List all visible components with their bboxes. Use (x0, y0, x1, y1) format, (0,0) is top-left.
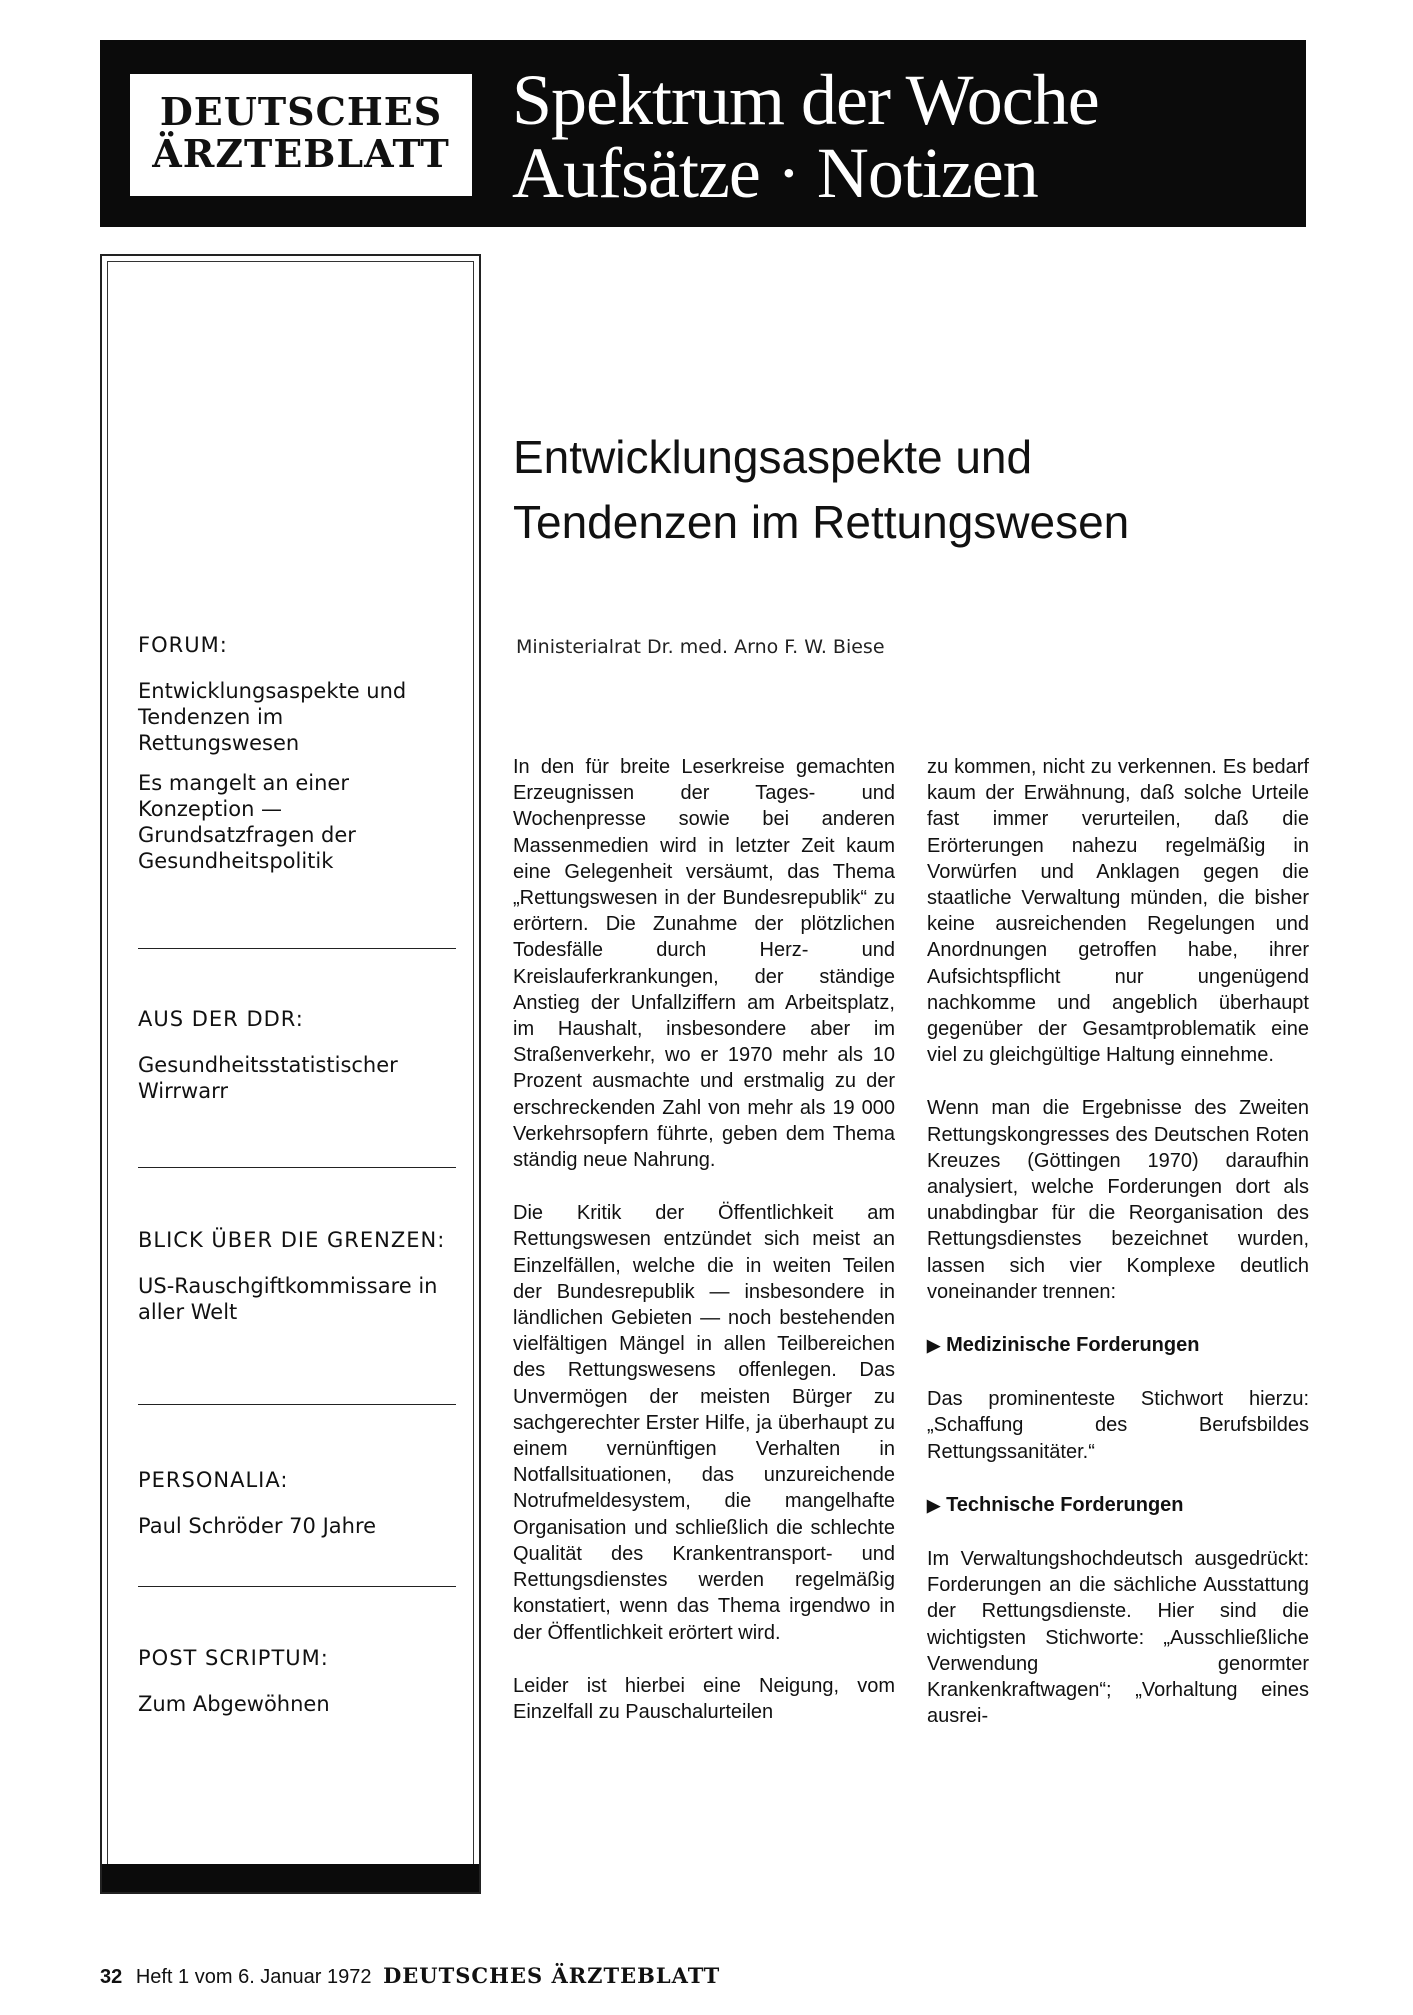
contents-sidebar (100, 254, 481, 1894)
contents-section-forum (138, 632, 448, 888)
contents-entry[interactable]: US-Rauschgiftkommissare in aller Welt (138, 1274, 438, 1324)
contents-entry[interactable]: Zum Abgewöhnen (138, 1692, 330, 1716)
contents-section-ddr (138, 1006, 448, 1118)
page-footer (100, 1963, 720, 1989)
section-divider (138, 1404, 456, 1405)
article-column-1 (513, 754, 895, 1752)
paragraph: Das prominenteste Stichwort hierzu: „Schaffung des Berufsbildes Rettungssanitäter.“ (927, 1388, 1309, 1463)
subheading-text: Medizinische Forderungen (946, 1334, 1200, 1357)
logo-line-2: ÄRZTEBLATT (152, 131, 450, 176)
section-heading: POST SCRIPTUM: (138, 1646, 329, 1670)
contents-entry[interactable]: Entwicklungsaspekte und Tendenzen im Rettungswesen (138, 679, 407, 755)
paragraph: Wenn man die Ergebnisse des Zweiten Rettungskongresses des Deutschen Roten Kreuzes (Göttingen 1970) daraufhin analysiert, welche Forderungen dort als unabdingbar für die Reorganisation des Rettungsdienstes bezeichnet wurden, lassen sich vier Komplexe deutlich voneinander trennen: (927, 1097, 1309, 1303)
article-title-line-1: Entwicklungsaspekte und (513, 431, 1033, 483)
section-divider (138, 948, 456, 949)
page-number: 32 (100, 1966, 123, 1988)
section-title: Spektrum der Woche (512, 60, 1099, 140)
triangle-bullet-icon: ▶ (927, 1336, 941, 1356)
logo-line-1: DEUTSCHES (159, 89, 443, 134)
section-heading: AUS DER DDR: (138, 1007, 304, 1031)
footer-brand: DEUTSCHES ÄRZTEBLATT (383, 1963, 721, 1988)
subheading-text: Technische Forderungen (946, 1493, 1184, 1516)
paragraph: Im Verwaltungshochdeutsch ausgedrückt: Forderungen an die sächliche Ausstattung der Rettungsdienste. Hier sind die wichtigsten Stichworte: „Ausschließliche Verwendung genormter Krankenkraftwagen“; „Vorhaltung eines ausrei- (927, 1548, 1309, 1728)
contents-entry[interactable]: Gesundheitsstatistischer Wirrwarr (138, 1053, 398, 1103)
paragraph: zu kommen, nicht zu verkennen. Es bedarf kaum der Erwähnung, daß solche Urteile fast immer verurteilen, daß die Erörterungen nahezu regelmäßig in Vorwürfen und Anklagen gegen die staatliche Verwaltung münden, die bisher keine ausreichenden Regelungen und Anordnungen getroffen habe, ihrer Aufsichtspflicht nur ungenügend nachkomme und angeblich überhaupt gegenüber der Gesamtproblematik eine viel zu gleichgültige Haltung einnehme. (927, 756, 1309, 1067)
paragraph: In den für breite Leserkreise gemachten Erzeugnissen der Tages- und Wochenpresse sowie bei anderen Massenmedien wird in letzter Zeit kaum eine Gelegenheit versäumt, das Thema „Rettungswesen in der Bundesrepublik“ zu erörtern. Die Zunahme der plötzlichen Todesfälle durch Herz- und Kreislauferkrankungen, der ständige Anstieg der Unfallziffern am Arbeitsplatz, im Haushalt, insbesondere aber im Straßenverkehr, wo er 1970 mehr als 10 Prozent ausmachte und erstmalig zu der erschreckenden Zahl von mehr als 19 000 Verkehrsopfern führte, geben dem Thema ständig neue Nahrung. (513, 756, 895, 1172)
paragraph: Leider ist hierbei eine Neigung, vom Einzelfall zu Pauschalurteilen (513, 1674, 895, 1723)
paragraph: Die Kritik der Öffentlichkeit am Rettungswesen entzündet sich meist an Einzelfällen, welche die in weiten Teilen der Bundesrepublik — insbesondere in ländlichen Gebieten — noch bestehenden vielfältigen Mängel in allen Teilbereichen des Rettungswesens offenlegen. Das Unvermögen der meisten Bürger zu sachgerechter Erster Hilfe, ja überhaupt zu einem vernünftigen Verhalten in Notfallsituationen, das unzureichende Notrufmeldesystem, die mangelhafte Organisation und schließlich die schlechte Qualität des Krankentransport- und Rettungsdienstes werden regelmäßig konstatiert, wenn das Thema irgendwo in der Öffentlichkeit erörtert wird. (513, 1202, 895, 1644)
issue-info: Heft 1 vom 6. Januar 1972 (135, 1966, 372, 1988)
article-title-line-2: Tendenzen im Rettungswesen (513, 496, 1130, 548)
article-title (513, 425, 1273, 555)
contents-sidebar-inner (107, 261, 474, 1887)
article-column-2 (927, 754, 1309, 1757)
sidebar-bottom-bar (102, 1864, 479, 1892)
contents-section-personalia (138, 1467, 448, 1553)
section-divider (138, 1586, 456, 1587)
section-heading: FORUM: (138, 633, 228, 657)
contents-section-post-scriptum (138, 1645, 448, 1731)
contents-entry[interactable]: Paul Schröder 70 Jahre (138, 1514, 377, 1538)
contents-section-grenzen (138, 1227, 448, 1339)
journal-logo (130, 74, 472, 196)
masthead-bar (100, 40, 1306, 227)
subheading-technical (927, 1492, 1309, 1519)
triangle-bullet-icon: ▶ (927, 1495, 941, 1515)
contents-entry[interactable]: Es mangelt an einer Konzeption — Grundsatzfragen der Gesundheitspolitik (138, 771, 356, 873)
article-author: Ministerialrat Dr. med. Arno F. W. Biese (516, 636, 885, 658)
section-heading: BLICK ÜBER DIE GRENZEN: (138, 1228, 446, 1252)
section-subtitle: Aufsätze · Notizen (512, 133, 1038, 213)
subheading-medical (927, 1332, 1309, 1359)
section-divider (138, 1167, 456, 1168)
section-heading: PERSONALIA: (138, 1468, 289, 1492)
